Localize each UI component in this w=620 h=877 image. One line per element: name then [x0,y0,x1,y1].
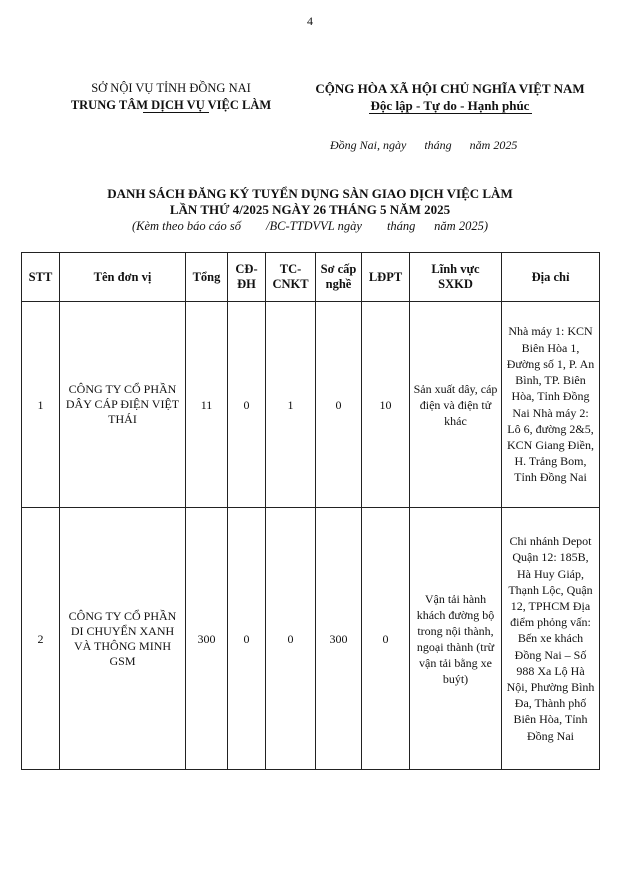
row-total: 300 [186,508,228,770]
center-name: TRUNG TÂM DỊCH VỤ VIỆC LÀM [70,98,272,112]
header-so-cap-nghe: Sơ cấp nghề [316,253,362,302]
row-total: 11 [186,302,228,508]
country-name: CỘNG HÒA XÃ HỘI CHỦ NGHĨA VIỆT NAM [315,81,585,96]
ministry-name: SỞ NỘI VỤ TỈNH ĐỒNG NAI [91,81,251,95]
row-cd-dh: 0 [228,508,266,770]
header-address: Địa chỉ [502,253,600,302]
motto-underline [369,113,532,114]
row-business-field: Vận tải hành khách đường bộ trong nội thành, ngoại thành (trừ vận tải bằng xe buýt) [410,508,502,770]
row-tc-cnkt: 1 [266,302,316,508]
title-line-1: DANH SÁCH ĐĂNG KÝ TUYỂN DỤNG SÀN GIAO DỊCH VIỆC LÀM [107,186,513,201]
header-cd-dh: CĐ-ĐH [228,253,266,302]
row-address: Chi nhánh Depot Quận 12: 185B, Hà Huy Giáp, Thạnh Lộc, Quận 12, TPHCM Địa điểm phỏng vấn: Bến xe khách Đồng Nai – Số 988 Xa Lộ Hà Nội, Phường Bình Đa, Thành phố Biên Hòa, Tỉnh Đồng Nai [502,508,600,770]
row-so-cap: 0 [316,302,362,508]
row-business-field: Sản xuất dây, cáp điện và điện tử khác [410,302,502,508]
row-ldpt: 10 [362,302,410,508]
document-title [20,186,600,234]
row-unit-name: CÔNG TY CỔ PHẦN DÂY CÁP ĐIỆN VIỆT THÁI [60,302,186,508]
header-stt: STT [22,253,60,302]
header-total: Tổng [186,253,228,302]
header-left-underline [143,112,209,113]
row-unit-name: CÔNG TY CỔ PHẦN DI CHUYỂN XANH VÀ THÔNG MINH GSM [60,508,186,770]
date-line: Đồng Nai, ngày tháng năm 2025 [330,138,518,152]
header-ldpt: LĐPT [362,253,410,302]
header-tc-cnkt: TC-CNKT [266,253,316,302]
header-left [62,80,280,115]
row-stt: 1 [22,302,60,508]
page-number: 4 [307,14,313,28]
header-right [300,80,600,115]
row-ldpt: 0 [362,508,410,770]
header-unit-name: Tên đơn vị [60,253,186,302]
row-cd-dh: 0 [228,302,266,508]
row-so-cap: 300 [316,508,362,770]
row-address: Nhà máy 1: KCN Biên Hòa 1, Đường số 1, P. An Bình, TP. Biên Hòa, Tỉnh Đồng Nai Nhà máy 2: Lô 6, đường 2&5, KCN Giang Điền, H. Trảng Bom, Tỉnh Đồng Nai [502,302,600,508]
motto: Độc lập - Tự do - Hạnh phúc [370,98,530,113]
table-row [22,302,600,508]
title-subline: (Kèm theo báo cáo số /BC-TTDVVL ngày tháng năm 2025) [131,219,488,233]
table-row [22,508,600,770]
row-tc-cnkt: 0 [266,508,316,770]
title-line-2: LẦN THỨ 4/2025 NGÀY 26 THÁNG 5 NĂM 2025 [169,202,451,217]
recruitment-table [21,252,600,770]
row-stt: 2 [22,508,60,770]
table-header-row [22,253,600,302]
header-business-field: Lĩnh vực SXKD [410,253,502,302]
